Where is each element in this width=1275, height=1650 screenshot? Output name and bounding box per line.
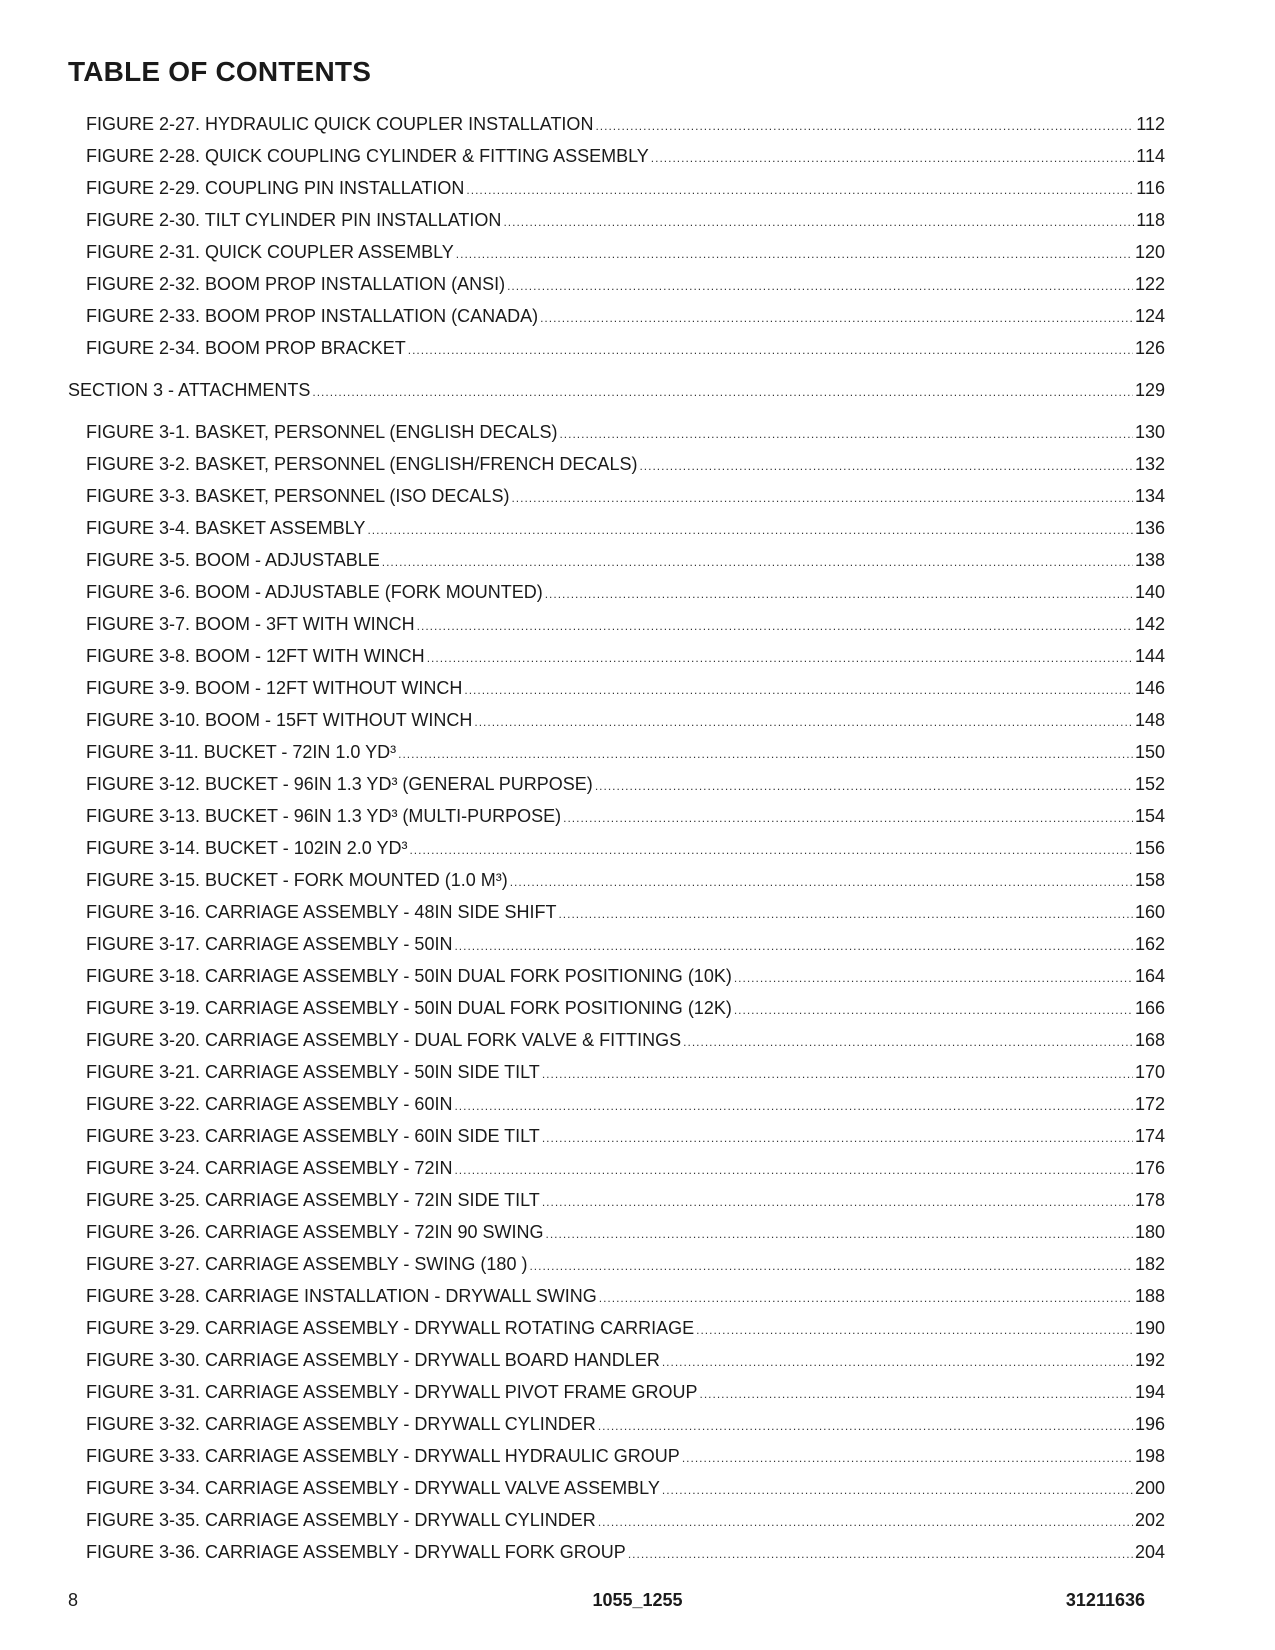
toc-entry[interactable] <box>0 416 1275 448</box>
toc-entry-label: FIGURE 2-28. QUICK COUPLING CYLINDER & FITTING ASSEMBLY <box>86 146 649 166</box>
toc-entry-page: 142 <box>1134 614 1165 634</box>
toc-entry-page: 200 <box>1134 1478 1165 1498</box>
toc-entry-label: FIGURE 3-32. CARRIAGE ASSEMBLY - DRYWALL CYLINDER <box>86 1414 596 1434</box>
dot-leader <box>545 578 1133 610</box>
toc-section-entry[interactable] <box>0 374 1275 406</box>
toc-entry-page: 198 <box>1134 1446 1165 1466</box>
dot-leader <box>734 994 1133 1026</box>
dot-leader <box>511 482 1133 514</box>
toc-entry[interactable] <box>0 1344 1275 1376</box>
toc-entry-page: 138 <box>1134 550 1165 570</box>
toc-entry-page: 148 <box>1134 710 1165 730</box>
toc-entry[interactable] <box>0 480 1275 512</box>
toc-entry-label: FIGURE 2-31. QUICK COUPLER ASSEMBLY <box>86 242 454 262</box>
toc-entry[interactable] <box>0 172 1275 204</box>
toc-entry[interactable] <box>0 1024 1275 1056</box>
toc-entry-page: 182 <box>1134 1254 1165 1274</box>
dot-leader <box>662 1346 1133 1378</box>
dot-leader <box>398 738 1133 770</box>
toc-entry[interactable] <box>0 576 1275 608</box>
toc-entry-label: FIGURE 3-16. CARRIAGE ASSEMBLY - 48IN SIDE SHIFT <box>86 902 557 922</box>
toc-entry-label: FIGURE 2-33. BOOM PROP INSTALLATION (CANADA) <box>86 306 539 326</box>
toc-entry-page: 160 <box>1134 902 1165 922</box>
toc-entry-page: 152 <box>1134 774 1165 794</box>
toc-entry[interactable] <box>0 992 1275 1024</box>
toc-entry[interactable] <box>0 204 1275 236</box>
toc-entry-page: 116 <box>1136 178 1165 198</box>
toc-entry[interactable] <box>0 608 1275 640</box>
dot-leader <box>408 334 1133 366</box>
dot-leader <box>558 898 1132 930</box>
dot-leader <box>696 1314 1133 1346</box>
toc-entry-label: FIGURE 3-19. CARRIAGE ASSEMBLY - 50IN DUAL FORK POSITIONING (12K) <box>86 998 732 1018</box>
toc-entry[interactable] <box>0 448 1275 480</box>
document-number: 31211636 <box>1065 1590 1145 1610</box>
toc-entry[interactable] <box>0 1472 1275 1504</box>
toc-entry-page: 140 <box>1134 582 1165 602</box>
toc-entry[interactable] <box>0 896 1275 928</box>
toc-entry[interactable] <box>0 736 1275 768</box>
toc-entry-page: 136 <box>1134 518 1165 538</box>
toc-entry-label: FIGURE 2-29. COUPLING PIN INSTALLATION <box>86 178 465 198</box>
dot-leader <box>682 1442 1133 1474</box>
page-number: 8 <box>68 1590 79 1610</box>
toc-entry-label: FIGURE 3-22. CARRIAGE ASSEMBLY - 60IN <box>86 1094 453 1114</box>
dot-leader <box>507 270 1133 302</box>
toc-entry[interactable] <box>0 1280 1275 1312</box>
dot-leader <box>563 802 1133 834</box>
toc-entry[interactable] <box>0 1248 1275 1280</box>
toc-entry[interactable] <box>0 1088 1275 1120</box>
dot-leader <box>454 1090 1133 1122</box>
toc-entry-label: FIGURE 3-29. CARRIAGE ASSEMBLY - DRYWALL ROTATING CARRIAGE <box>86 1318 695 1338</box>
toc-entry[interactable] <box>0 832 1275 864</box>
dot-leader <box>542 1122 1133 1154</box>
toc-entry[interactable] <box>0 768 1275 800</box>
toc-entry-page: 174 <box>1134 1126 1165 1146</box>
toc-entry[interactable] <box>0 300 1275 332</box>
toc-entry-page: 146 <box>1134 678 1165 698</box>
toc-entry-label: FIGURE 3-5. BOOM - ADJUSTABLE <box>86 550 380 570</box>
toc-entry[interactable] <box>0 1312 1275 1344</box>
toc-entry-page: 156 <box>1134 838 1165 858</box>
toc-entry-page: 162 <box>1134 934 1165 954</box>
toc-entry-page: 118 <box>1136 210 1165 230</box>
page-title: TABLE OF CONTENTS <box>68 56 372 87</box>
toc-entry[interactable] <box>0 1120 1275 1152</box>
toc-entry-page: 158 <box>1134 870 1165 890</box>
toc-entry-page: 132 <box>1134 454 1165 474</box>
toc-entry[interactable] <box>0 672 1275 704</box>
toc-entry-label: FIGURE 3-15. BUCKET - FORK MOUNTED (1.0 M³) <box>86 870 508 890</box>
toc-entry[interactable] <box>0 1440 1275 1472</box>
toc-entry-label: FIGURE 3-1. BASKET, PERSONNEL (ENGLISH DECALS) <box>86 422 558 442</box>
toc-entry-page: 196 <box>1134 1414 1165 1434</box>
dot-leader <box>456 238 1133 270</box>
dot-leader <box>454 930 1133 962</box>
toc-entry[interactable] <box>0 1504 1275 1536</box>
toc-entry[interactable] <box>0 236 1275 268</box>
toc-entry-label: FIGURE 3-25. CARRIAGE ASSEMBLY - 72IN SIDE TILT <box>86 1190 540 1210</box>
toc-entry[interactable] <box>0 1216 1275 1248</box>
dot-leader <box>545 1218 1132 1250</box>
dot-leader <box>595 110 1134 142</box>
toc-entry-label: FIGURE 3-18. CARRIAGE ASSEMBLY - 50IN DUAL FORK POSITIONING (10K) <box>86 966 732 986</box>
toc-entry-page: 120 <box>1134 242 1165 262</box>
toc-entry-page: 112 <box>1136 114 1165 134</box>
toc-entry[interactable] <box>0 1056 1275 1088</box>
dot-leader <box>510 866 1133 898</box>
toc-entry[interactable] <box>0 268 1275 300</box>
toc-entry-page: 130 <box>1134 422 1165 442</box>
dot-leader <box>628 1538 1133 1570</box>
toc-entry-label: FIGURE 3-11. BUCKET - 72IN 1.0 YD³ <box>86 742 397 762</box>
toc-entry[interactable] <box>0 1376 1275 1408</box>
toc-entry-label: FIGURE 2-27. HYDRAULIC QUICK COUPLER INSTALLATION <box>86 114 594 134</box>
dot-leader <box>466 174 1134 206</box>
page-footer <box>0 1590 1275 1620</box>
toc-entry-page: 150 <box>1134 742 1165 762</box>
toc-entry-page: 194 <box>1134 1382 1165 1402</box>
toc-entry-label: FIGURE 3-3. BASKET, PERSONNEL (ISO DECALS) <box>86 486 510 506</box>
toc-entry-page: 170 <box>1134 1062 1165 1082</box>
toc-entry[interactable] <box>0 544 1275 576</box>
toc-entry-label: FIGURE 2-30. TILT CYLINDER PIN INSTALLATION <box>86 210 502 230</box>
dot-leader <box>639 450 1133 482</box>
toc-entry[interactable] <box>0 332 1275 364</box>
toc-entry-page: 188 <box>1134 1286 1165 1306</box>
toc-entry-label: FIGURE 3-28. CARRIAGE INSTALLATION - DRYWALL SWING <box>86 1286 597 1306</box>
toc-entry-label: FIGURE 3-35. CARRIAGE ASSEMBLY - DRYWALL CYLINDER <box>86 1510 596 1530</box>
toc-entry-label: FIGURE 2-34. BOOM PROP BRACKET <box>86 338 406 358</box>
toc-entry[interactable] <box>0 864 1275 896</box>
toc-entry-label: FIGURE 3-20. CARRIAGE ASSEMBLY - DUAL FORK VALVE & FITTINGS <box>86 1030 682 1050</box>
dot-leader <box>409 834 1133 866</box>
toc-entry-page: 144 <box>1134 646 1165 666</box>
toc-entry-label: FIGURE 3-12. BUCKET - 96IN 1.3 YD³ (GENERAL PURPOSE) <box>86 774 593 794</box>
toc-entry-label: FIGURE 2-32. BOOM PROP INSTALLATION (ANSI) <box>86 274 506 294</box>
toc-entry[interactable] <box>0 108 1275 140</box>
toc-entry-label: FIGURE 3-7. BOOM - 3FT WITH WINCH <box>86 614 415 634</box>
dot-leader <box>651 142 1135 174</box>
toc-entry-label: FIGURE 3-9. BOOM - 12FT WITHOUT WINCH <box>86 678 463 698</box>
toc-entry-page: 134 <box>1134 486 1165 506</box>
toc-entry-page: 180 <box>1134 1222 1165 1242</box>
dot-leader <box>474 706 1133 738</box>
toc-entry-label: FIGURE 3-24. CARRIAGE ASSEMBLY - 72IN <box>86 1158 453 1178</box>
toc-entry[interactable] <box>0 1536 1275 1568</box>
toc-entry-page: 176 <box>1134 1158 1165 1178</box>
dot-leader <box>540 302 1133 334</box>
toc-entry-label: FIGURE 3-34. CARRIAGE ASSEMBLY - DRYWALL VALVE ASSEMBLY <box>86 1478 660 1498</box>
toc-entry-label: FIGURE 3-8. BOOM - 12FT WITH WINCH <box>86 646 425 666</box>
toc-entry[interactable] <box>0 1152 1275 1184</box>
toc-entry-label: FIGURE 3-17. CARRIAGE ASSEMBLY - 50IN <box>86 934 453 954</box>
toc-entry-page: 122 <box>1134 274 1165 294</box>
dot-leader <box>427 642 1133 674</box>
dot-leader <box>595 770 1133 802</box>
toc-entry-page: 178 <box>1134 1190 1165 1210</box>
toc-entry[interactable] <box>0 140 1275 172</box>
dot-leader <box>662 1474 1133 1506</box>
dot-leader <box>312 376 1133 408</box>
toc-entry-label: FIGURE 3-21. CARRIAGE ASSEMBLY - 50IN SIDE TILT <box>86 1062 540 1082</box>
dot-leader <box>683 1026 1133 1058</box>
toc-entry-page: 190 <box>1134 1318 1165 1338</box>
toc-entry-label: FIGURE 3-31. CARRIAGE ASSEMBLY - DRYWALL PIVOT FRAME GROUP <box>86 1382 698 1402</box>
dot-leader <box>503 206 1134 238</box>
toc-entry[interactable] <box>0 512 1275 544</box>
toc-entry-page: 124 <box>1134 306 1165 326</box>
toc-entry[interactable] <box>0 640 1275 672</box>
dot-leader <box>382 546 1133 578</box>
toc-entry-page: 164 <box>1134 966 1165 986</box>
toc-entry-label: FIGURE 3-26. CARRIAGE ASSEMBLY - 72IN 90 SWING <box>86 1222 544 1242</box>
toc-entry-page: 202 <box>1134 1510 1165 1530</box>
toc-entry-label: FIGURE 3-23. CARRIAGE ASSEMBLY - 60IN SIDE TILT <box>86 1126 540 1146</box>
toc-entry-label: FIGURE 3-33. CARRIAGE ASSEMBLY - DRYWALL HYDRAULIC GROUP <box>86 1446 680 1466</box>
toc-list <box>0 108 1275 1568</box>
toc-entry-label: FIGURE 3-13. BUCKET - 96IN 1.3 YD³ (MULTI-PURPOSE) <box>86 806 562 826</box>
toc-entry-page: 166 <box>1134 998 1165 1018</box>
dot-leader <box>417 610 1133 642</box>
toc-entry-label: FIGURE 3-14. BUCKET - 102IN 2.0 YD³ <box>86 838 408 858</box>
toc-entry-label: FIGURE 3-27. CARRIAGE ASSEMBLY - SWING (180 ) <box>86 1254 528 1274</box>
toc-entry-label: FIGURE 3-4. BASKET ASSEMBLY <box>86 518 366 538</box>
toc-entry-page: 168 <box>1134 1030 1165 1050</box>
dot-leader <box>734 962 1133 994</box>
toc-entry[interactable] <box>0 1184 1275 1216</box>
toc-entry-page: 192 <box>1134 1350 1165 1370</box>
toc-entry-page: 114 <box>1136 146 1165 166</box>
toc-entry[interactable] <box>0 960 1275 992</box>
dot-leader <box>464 674 1133 706</box>
toc-entry-label: FIGURE 3-10. BOOM - 15FT WITHOUT WINCH <box>86 710 473 730</box>
dot-leader <box>542 1058 1133 1090</box>
toc-entry-page: 154 <box>1134 806 1165 826</box>
model-number: 1055_1255 <box>592 1590 683 1610</box>
toc-entry[interactable] <box>0 800 1275 832</box>
toc-entry[interactable] <box>0 1408 1275 1440</box>
dot-leader <box>599 1282 1133 1314</box>
toc-entry-label: FIGURE 3-6. BOOM - ADJUSTABLE (FORK MOUNTED) <box>86 582 543 602</box>
dot-leader <box>542 1186 1133 1218</box>
dot-leader <box>367 514 1133 546</box>
toc-entry-page: 126 <box>1134 338 1165 358</box>
toc-entry[interactable] <box>0 704 1275 736</box>
toc-entry-label: FIGURE 3-30. CARRIAGE ASSEMBLY - DRYWALL BOARD HANDLER <box>86 1350 660 1370</box>
toc-section-label: SECTION 3 - ATTACHMENTS <box>68 380 311 400</box>
toc-entry[interactable] <box>0 928 1275 960</box>
dot-leader <box>529 1250 1133 1282</box>
dot-leader <box>598 1410 1133 1442</box>
toc-entry-label: FIGURE 3-36. CARRIAGE ASSEMBLY - DRYWALL FORK GROUP <box>86 1542 626 1562</box>
toc-entry-page: 204 <box>1134 1542 1165 1562</box>
toc-entry-page: 172 <box>1134 1094 1165 1114</box>
dot-leader <box>559 418 1132 450</box>
dot-leader <box>598 1506 1133 1538</box>
dot-leader <box>454 1154 1133 1186</box>
dot-leader <box>699 1378 1132 1410</box>
toc-entry-page: 129 <box>1134 380 1165 400</box>
toc-entry-label: FIGURE 3-2. BASKET, PERSONNEL (ENGLISH/FRENCH DECALS) <box>86 454 638 474</box>
